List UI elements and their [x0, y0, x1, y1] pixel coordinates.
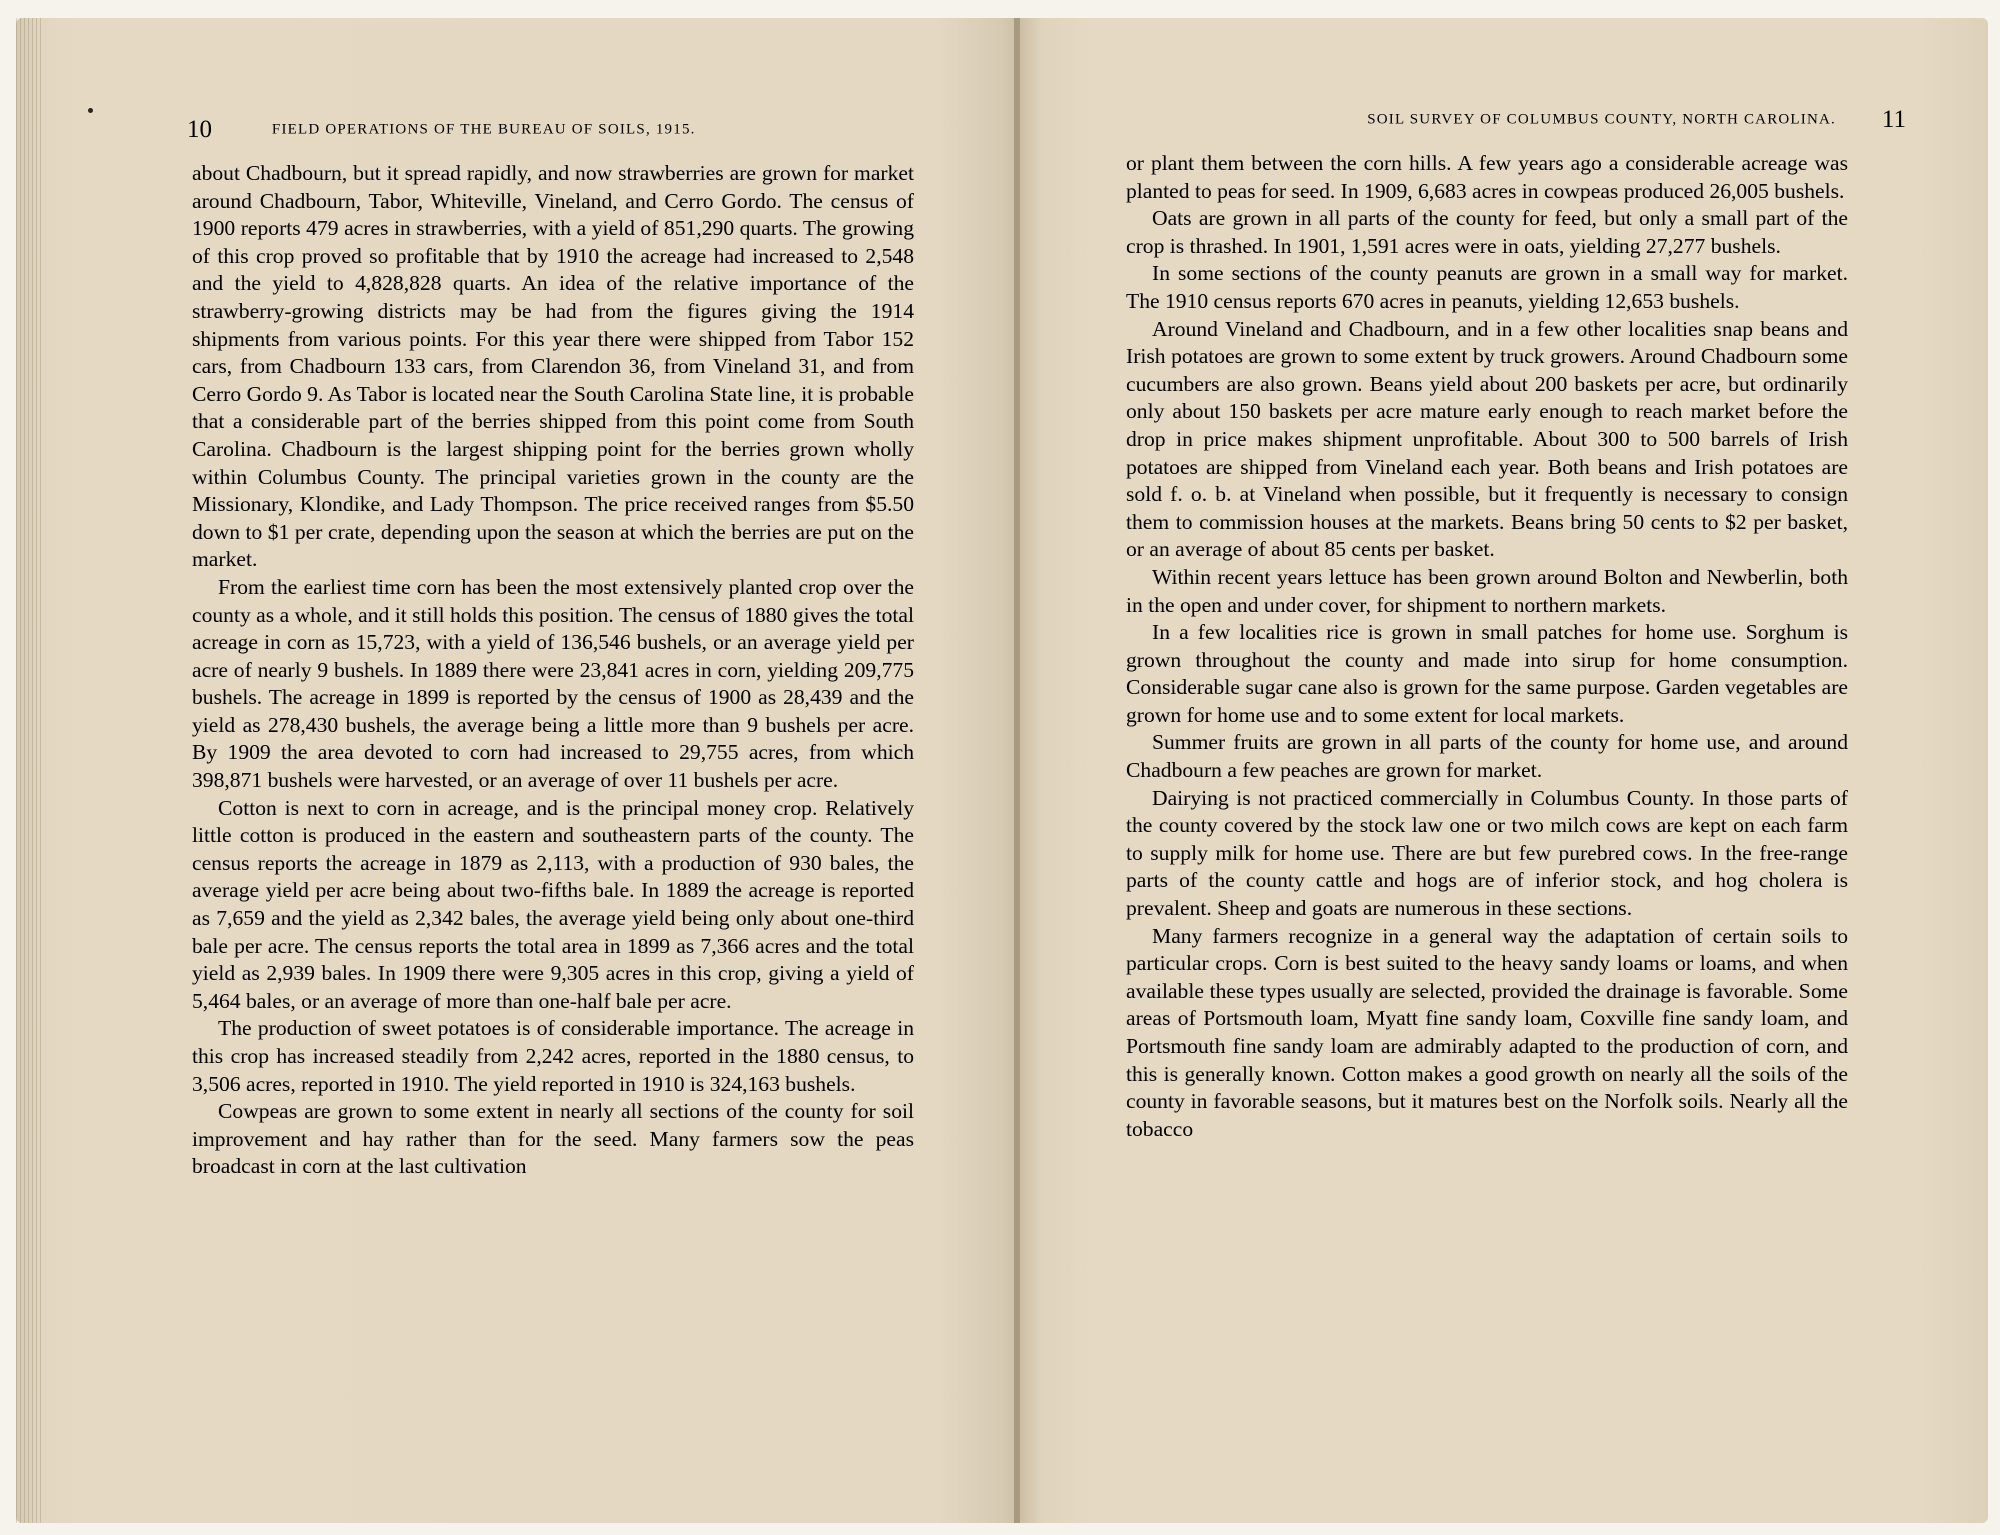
right-paragraph-6: In a few localities rice is grown in small patches for home use. Sorghum is grown throughout the county and made into sirup for home consumption. Considerable sugar cane also is grown for the same purpose. Garden vegetables are grown for home use and to some extent for local markets. — [1126, 620, 1848, 727]
left-paragraph-1: about Chadbourn, but it spread rapidly, and now strawberries are grown for market around Chadbourn, Tabor, Whiteville, Vineland, and Cerro Gordo. The census of 1900 reports 479 acres in strawberries, with a yield of 851,290 quarts. The growing of this crop proved so profitable that by 1910 the acreage had increased to 2,548 and the yield to 4,828,828 quarts. An idea of the relative importance of the strawberry-growing districts may be had from the figures giving the 1914 shipments from various points. For this year there were shipped from Tabor 152 cars, from Chadbourn 133 cars, from Clarendon 36, from Vineland 31, and from Cerro Gordo 9. As Tabor is located near the South Carolina State line, it is probable that a considerable part of the berries shipped from this point come from South Carolina. Chadbourn is the largest shipping point for the berries grown wholly within Columbus County. The principal varieties grown in the county are the Missionary, Klondike, and Lady Thompson. The price received ranges from $5.50 down to $1 per crate, depending upon the season at which the berries are put on the market. — [192, 161, 914, 572]
left-paragraph-5: Cowpeas are grown to some extent in nearly all sections of the county for soil improvement and hay rather than for the seed. Many farmers sow the peas broadcast in corn at the last cultivation — [192, 1099, 914, 1179]
right-running-head — [1186, 106, 1906, 136]
left-paragraph-3: Cotton is next to corn in acreage, and is the principal money crop. Relatively little cotton is produced in the eastern and southeastern parts of the county. The census reports the acreage in 1879 as 2,113, with a production of 930 bales, the average yield per acre being about two-fifths bale. In 1889 the acreage is reported as 7,659 and the yield as 2,342 bales, the average yield being only about one-third bale per acre. The census reports the total area in 1899 as 7,366 acres and the total yield as 2,939 bales. In 1909 there were 9,305 acres in this crop, giving a yield of 5,464 bales, or an average of more than one-half bale per acre. — [192, 795, 914, 1013]
right-paragraph-2: Oats are grown in all parts of the county for feed, but only a small part of the crop is thrashed. In 1901, 1,591 acres were in oats, yielding 27,277 bushels. — [1126, 206, 1848, 258]
page-edges — [16, 18, 42, 1523]
stray-mark — [88, 108, 93, 113]
left-running-head — [187, 116, 927, 146]
right-paragraph-4: Around Vineland and Chadbourn, and in a few other localities snap beans and Irish potatoes are grown to some extent by truck growers. Around Chadbourn some cucumbers are also grown. Beans yield about 200 baskets per acre, but ordinarily only about 150 baskets per acre mature early enough to reach market before the drop in price makes shipment unprofitable. About 300 to 500 barrels of Irish potatoes are shipped from Vineland each year. Both beans and Irish potatoes are sold f. o. b. at Vineland when possible, but it frequently is necessary to consign them to commission houses at the markets. Beans bring 50 cents to $2 per basket, or an average of about 85 cents per basket. — [1126, 316, 1848, 562]
right-paragraph-8: Dairying is not practiced commercially in Columbus County. In those parts of the county covered by the stock law one or two milch cows are kept on each farm to supply milk for home use. There are but few purebred cows. In the free-range parts of the county cattle and hogs are of inferior stock, and hog cholera is prevalent. Sheep and goats are numerous in these sections. — [1126, 785, 1848, 921]
left-paragraph-4: The production of sweet potatoes is of considerable importance. The acreage in this crop has increased steadily from 2,242 acres, reported in the 1880 census, to 3,506 acres, reported in 1910. The yield reported in 1910 is 324,163 bushels. — [192, 1016, 914, 1096]
right-text-column — [1126, 150, 1848, 1143]
left-running-title: FIELD OPERATIONS OF THE BUREAU OF SOILS, 1915. — [271, 121, 696, 138]
left-page-number: 10 — [187, 116, 212, 143]
right-paragraph-5: Within recent years lettuce has been grown around Bolton and Newberlin, both in the open and under cover, for shipment to northern markets. — [1126, 564, 1848, 617]
right-paragraph-9: Many farmers recognize in a general way the adaptation of certain soils to particular crops. Corn is best suited to the heavy sandy loams or loams, and when available these types usually are selected, provided the drainage is favorable. Some areas of Portsmouth loam, Myatt fine sandy loam, Coxville fine sandy loam, and Portsmouth fine sandy loam are admirably adapted to the production of corn, and this is generally known. Cotton makes a good growth on nearly all the soils of the county in favorable seasons, but it matures best on the Norfolk soils. Nearly all the tobacco — [1126, 923, 1848, 1141]
right-page-number: 11 — [1881, 106, 1906, 133]
right-paragraph-3: In some sections of the county peanuts are grown in a small way for market. The 1910 census reports 670 acres in peanuts, yielding 12,653 bushels. — [1126, 261, 1848, 313]
left-text-column — [192, 160, 914, 1181]
right-paragraph-1: or plant them between the corn hills. A few years ago a considerable acreage was planted to peas for seed. In 1909, 6,683 acres in cowpeas produced 26,005 bushels. — [1126, 151, 1848, 203]
left-paragraph-2: From the earliest time corn has been the most extensively planted crop over the county as a whole, and it still holds this position. The census of 1880 gives the total acreage in corn as 15,723, with a yield of 136,546 bushels, or an average yield per acre of nearly 9 bushels. In 1889 there were 23,841 acres in corn, yielding 209,775 bushels. The acreage in 1899 is reported by the census of 1900 as 28,439 and the yield as 278,430 bushels, the average being a little more than 9 bushels per acre. By 1909 the area devoted to corn had increased to 29,755 acres, from which 398,871 bushels were harvested, or an average of over 11 bushels per acre. — [192, 574, 914, 793]
right-running-title: SOIL SURVEY OF COLUMBUS COUNTY, NORTH CAROLINA. — [1367, 111, 1837, 128]
right-paragraph-7: Summer fruits are grown in all parts of the county for home use, and around Chadbourn a few peaches are grown for market. — [1126, 730, 1848, 783]
